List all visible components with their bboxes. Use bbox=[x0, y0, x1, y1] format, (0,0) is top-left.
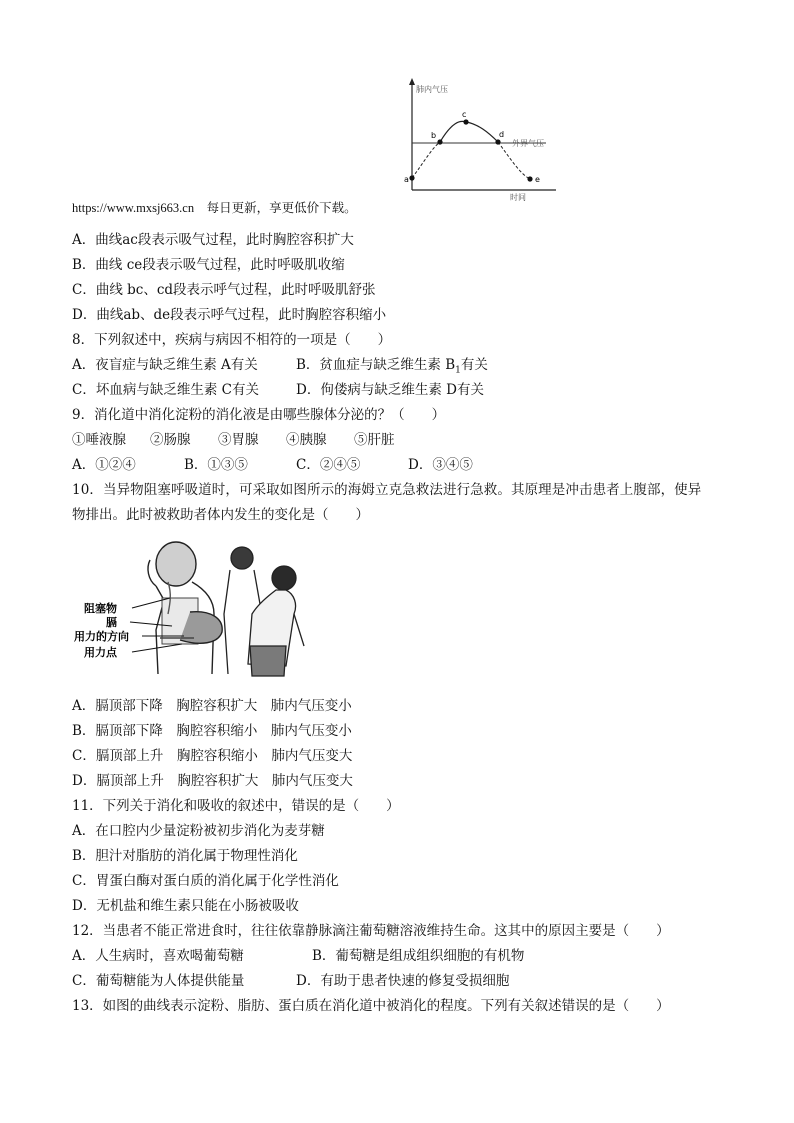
q13-stem: 13．如图的曲线表示淀粉、脂肪、蛋白质在消化道中被消化的程度。下列有关叙述错误的是（ ） bbox=[72, 998, 670, 1014]
q12-options-row-1 bbox=[72, 947, 524, 965]
curve-segment-bd bbox=[440, 121, 498, 142]
q7-option-a: A．曲线ac段表示吸气过程，此时胸腔容积扩大 bbox=[72, 232, 354, 248]
point-label-a: a bbox=[404, 175, 409, 184]
rescuer-anatomy bbox=[148, 542, 222, 674]
label-force-point: 用力点 bbox=[84, 646, 117, 659]
q12-option-a: A．人生病时，喜欢喝葡萄糖 bbox=[72, 948, 244, 964]
q12-options-row-2 bbox=[72, 972, 509, 990]
q8-option-c: C．坏血病与缺乏维生素 C有关 bbox=[72, 382, 259, 398]
label-force-direction: 用力的方向 bbox=[74, 630, 129, 643]
q8-option-a: A．夜盲症与缺乏维生素 A有关 bbox=[72, 357, 258, 373]
point-a bbox=[409, 175, 414, 180]
q9-option-d: D．③④⑤ bbox=[408, 457, 473, 473]
q11-option-c: C．胃蛋白酶对蛋白质的消化属于化学性消化 bbox=[72, 873, 339, 889]
q8-options-row-1 bbox=[72, 356, 488, 380]
q9-item-3: ③胃腺 bbox=[218, 432, 259, 448]
q11-option-d: D．无机盐和维生素只能在小肠被吸收 bbox=[72, 898, 299, 914]
q8-stem: 8．下列叙述中，疾病与病因不相符的一项是（ ） bbox=[72, 332, 392, 348]
q9-item-4: ④胰腺 bbox=[286, 432, 327, 448]
q9-option-c: C．②④⑤ bbox=[296, 457, 361, 473]
q8-option-b-text: B．贫血症与缺乏维生素 B bbox=[296, 357, 456, 373]
q10-option-d: D．膈顶部上升 胸腔容积扩大 肺内气压变大 bbox=[72, 773, 353, 789]
x-axis-label: 时间 bbox=[510, 193, 526, 202]
q9-items bbox=[72, 431, 395, 449]
q8-option-b-subscript: 1 bbox=[455, 365, 461, 376]
q12-option-d: D．有助于患者快速的修复受损细胞 bbox=[296, 973, 510, 989]
curve-segment-ab bbox=[412, 142, 440, 178]
q12-stem: 12．当患者不能正常进食时，往往依靠静脉滴注葡萄糖溶液维持生命。这其中的原因主要是（ ） bbox=[72, 923, 670, 939]
q11-option-a: A．在口腔内少量淀粉被初步消化为麦芽糖 bbox=[72, 823, 325, 839]
rescue-scene bbox=[224, 547, 304, 676]
q12-option-b: B．葡萄糖是组成组织细胞的有机物 bbox=[312, 948, 525, 964]
q9-option-b: B．①③⑤ bbox=[184, 457, 248, 473]
pressure-graph bbox=[398, 76, 560, 202]
q9-item-1: ①唾液腺 bbox=[72, 432, 126, 448]
q10-option-c: C．膈顶部上升 胸腔容积缩小 肺内气压变大 bbox=[72, 748, 353, 764]
q10-option-a: A．膈顶部下降 胸腔容积扩大 肺内气压变小 bbox=[72, 698, 352, 714]
q12-option-c: C．葡萄糖能为人体提供能量 bbox=[72, 973, 245, 989]
point-label-b: b bbox=[431, 131, 437, 140]
q9-item-5: ⑤肝脏 bbox=[354, 432, 395, 448]
heimlich-figure bbox=[72, 534, 312, 682]
q9-options bbox=[72, 456, 473, 474]
q8-option-b-suffix: 有关 bbox=[460, 357, 488, 373]
q7-option-d: D．曲线ab、de段表示呼气过程，此时胸腔容积缩小 bbox=[72, 307, 387, 323]
point-e bbox=[527, 176, 532, 181]
q10-stem-line-2: 物排出。此时被救助者体内发生的变化是（ ） bbox=[72, 507, 369, 523]
reference-line-label: 外界气压 bbox=[512, 139, 544, 148]
point-b bbox=[437, 139, 442, 144]
q11-option-b: B．胆汁对脂肪的消化属于物理性消化 bbox=[72, 848, 298, 864]
q11-stem: 11．下列关于消化和吸收的叙述中，错误的是（ ） bbox=[72, 798, 400, 814]
q7-option-c: C．曲线 bc、cd段表示呼气过程，此时呼吸肌舒张 bbox=[72, 282, 376, 298]
q8-option-d: D．佝偻病与缺乏维生素 D有关 bbox=[296, 382, 484, 398]
point-label-d: d bbox=[499, 130, 505, 139]
q8-option-b bbox=[296, 357, 488, 376]
heimlich-illustration bbox=[72, 534, 312, 682]
q9-option-a: A．①②④ bbox=[72, 457, 136, 473]
pressure-graph-figure bbox=[398, 76, 560, 202]
q10-stem-line-1: 10．当异物阻塞呼吸道时，可采取如图所示的海姆立克急救法进行急救。其原理是冲击患者上腹部，使异 bbox=[72, 482, 702, 498]
y-axis-arrow bbox=[409, 78, 415, 85]
source-line: https://www.mxsj663.cn 每日更新，享更低价下载。 bbox=[72, 201, 357, 215]
point-label-c: c bbox=[462, 110, 467, 119]
point-d bbox=[495, 139, 500, 144]
q9-item-2: ②肠腺 bbox=[150, 432, 191, 448]
label-diaphragm: 膈 bbox=[106, 616, 117, 629]
label-obstruction: 阻塞物 bbox=[84, 602, 117, 615]
q9-stem: 9．消化道中消化淀粉的消化液是由哪些腺体分泌的？（ ） bbox=[72, 407, 446, 423]
y-axis-label: 肺内气压 bbox=[416, 85, 448, 94]
point-label-e: e bbox=[535, 175, 540, 184]
point-c bbox=[463, 119, 468, 124]
q7-option-b: B．曲线 ce段表示吸气过程，此时呼吸肌收缩 bbox=[72, 257, 345, 273]
q10-option-b: B．膈顶部下降 胸腔容积缩小 肺内气压变小 bbox=[72, 723, 352, 739]
q8-options-row-2 bbox=[72, 381, 484, 399]
